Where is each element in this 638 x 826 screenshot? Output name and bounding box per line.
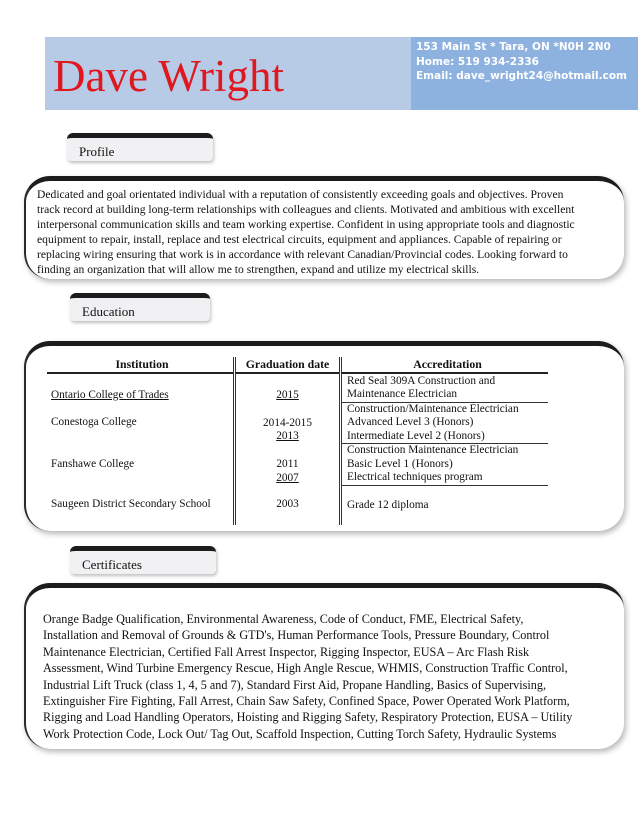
graduation-date: 2015 [276,388,299,401]
institution-cell [47,373,235,402]
accreditation-cell [341,444,549,486]
accreditation-line: Red Seal 309A Construction and [347,374,496,387]
graduation-date-cell [235,485,341,525]
institution-cell [47,402,235,444]
certificates-text [43,611,600,742]
table-row [47,485,548,525]
profile-line: equipment to repair, install, replace and test electrical circuits, equipment and appliances. Capable of repairing or [37,233,562,246]
profile-line: track record at building long-term relationships with colleagues and clients. Motivated and ambitious with excellent [37,203,575,216]
graduation-date-cell [235,444,341,486]
certificates-line: Orange Badge Qualification, Environmental Awareness, Code of Conduct, FME, Electrical Safety, [43,612,524,626]
profile-line: replacing wiring ensuring that work is in accordance with relevant Canadian/Provincial codes. Looking forward to [37,248,568,261]
profile-line: finding an organization that will allow me to strengthen, expand and utilize my electrical skills. [37,263,480,276]
profile-line: interpersonal communication skills and team working expertise. Confident in using appropriate tools and diagnostic [37,218,575,231]
institution-name: Fanshawe College [51,457,135,470]
certificates-section-heading: Certificates [70,546,216,574]
table-row [47,402,548,444]
graduation-date-cell [235,402,341,444]
graduation-date: 2003 [276,498,299,511]
education-table [47,357,548,525]
certificates-line: Rigging and Load Handling Operators, Hoisting and Rigging Safety, Respiratory Protection, EUSA – Utility [43,710,573,725]
graduation-date: 2011 [276,458,299,470]
accreditation-cell [341,402,549,444]
graduation-date: 2007 [276,471,299,484]
candidate-name: Dave Wright [53,51,285,101]
profile-section-heading: Profile [67,133,213,161]
column-header-accreditation: Accreditation [341,357,549,373]
accreditation-line: Basic Level 1 (Honors) [347,457,453,470]
email-text: Email: dave_wright24@hotmail.com [416,70,627,82]
accreditation-line: Electrical techniques program [347,471,483,483]
certificates-line: Industrial Lift Truck (class 1, 4, 5 and 7), Standard First Aid, Propane Handling, Basics of Supervising, [43,677,547,692]
institution-name: Saugeen District Secondary School [51,498,211,511]
profile-line: Dedicated and goal orientated individual with a reputation of consistently exceeding goals and objectives. Proven [37,188,564,201]
column-header-institution: Institution [47,357,235,373]
education-section-heading: Education [70,293,210,321]
accreditation-line: Construction Maintenance Electrician [347,444,519,456]
certificates-line: Installation and Removal of Grounds & GTD's, Human Performance Tools, Pressure Boundary, Control [43,628,550,643]
profile-text [37,187,607,277]
certificates-line: Work Protection Code, Lock Out/ Tag Out, Scaffold Inspection, Cutting Torch Safety, Hydraulic Systems [43,726,557,741]
certificates-line: Extinguisher Fire Fighting, Fall Arrest, Chain Saw Safety, Confined Space, Power Operated Work Platform, [43,694,570,709]
table-row [47,444,548,486]
certificates-line: Maintenance Electrician, Certified Fall Arrest Inspector, Rigging Inspector, EUSA – Arc Flash Risk [43,644,530,659]
accreditation-line: Construction/Maintenance Electrician [347,402,519,415]
accreditation-line: Advanced Level 3 (Honors) [347,416,474,428]
accreditation-cell [341,485,549,525]
accreditation-line: Maintenance Electrician [347,388,458,400]
home-phone-text: Home: 519 934-2336 [416,55,539,68]
graduation-date: 2014-2015 [263,416,312,429]
graduation-date: 2013 [276,430,299,442]
accreditation-line: Intermediate Level 2 (Honors) [347,429,485,442]
address-text: 153 Main St * Tara, ON *N0H 2N0 [416,41,611,53]
institution-cell [47,444,235,486]
table-header-row [47,357,548,373]
accreditation-line: Grade 12 diploma [347,498,429,511]
table-row [47,373,548,402]
graduation-date-cell [235,373,341,402]
contact-block [416,40,627,84]
column-header-graduation-date: Graduation date [235,357,341,373]
institution-name: Ontario College of Trades [51,388,169,401]
accreditation-cell [341,373,549,402]
institution-cell [47,485,235,525]
institution-name: Conestoga College [51,416,137,428]
certificates-line: Assessment, Wind Turbine Emergency Rescue, High Angle Rescue, WHMIS, Construction Traffic Control, [43,661,568,676]
